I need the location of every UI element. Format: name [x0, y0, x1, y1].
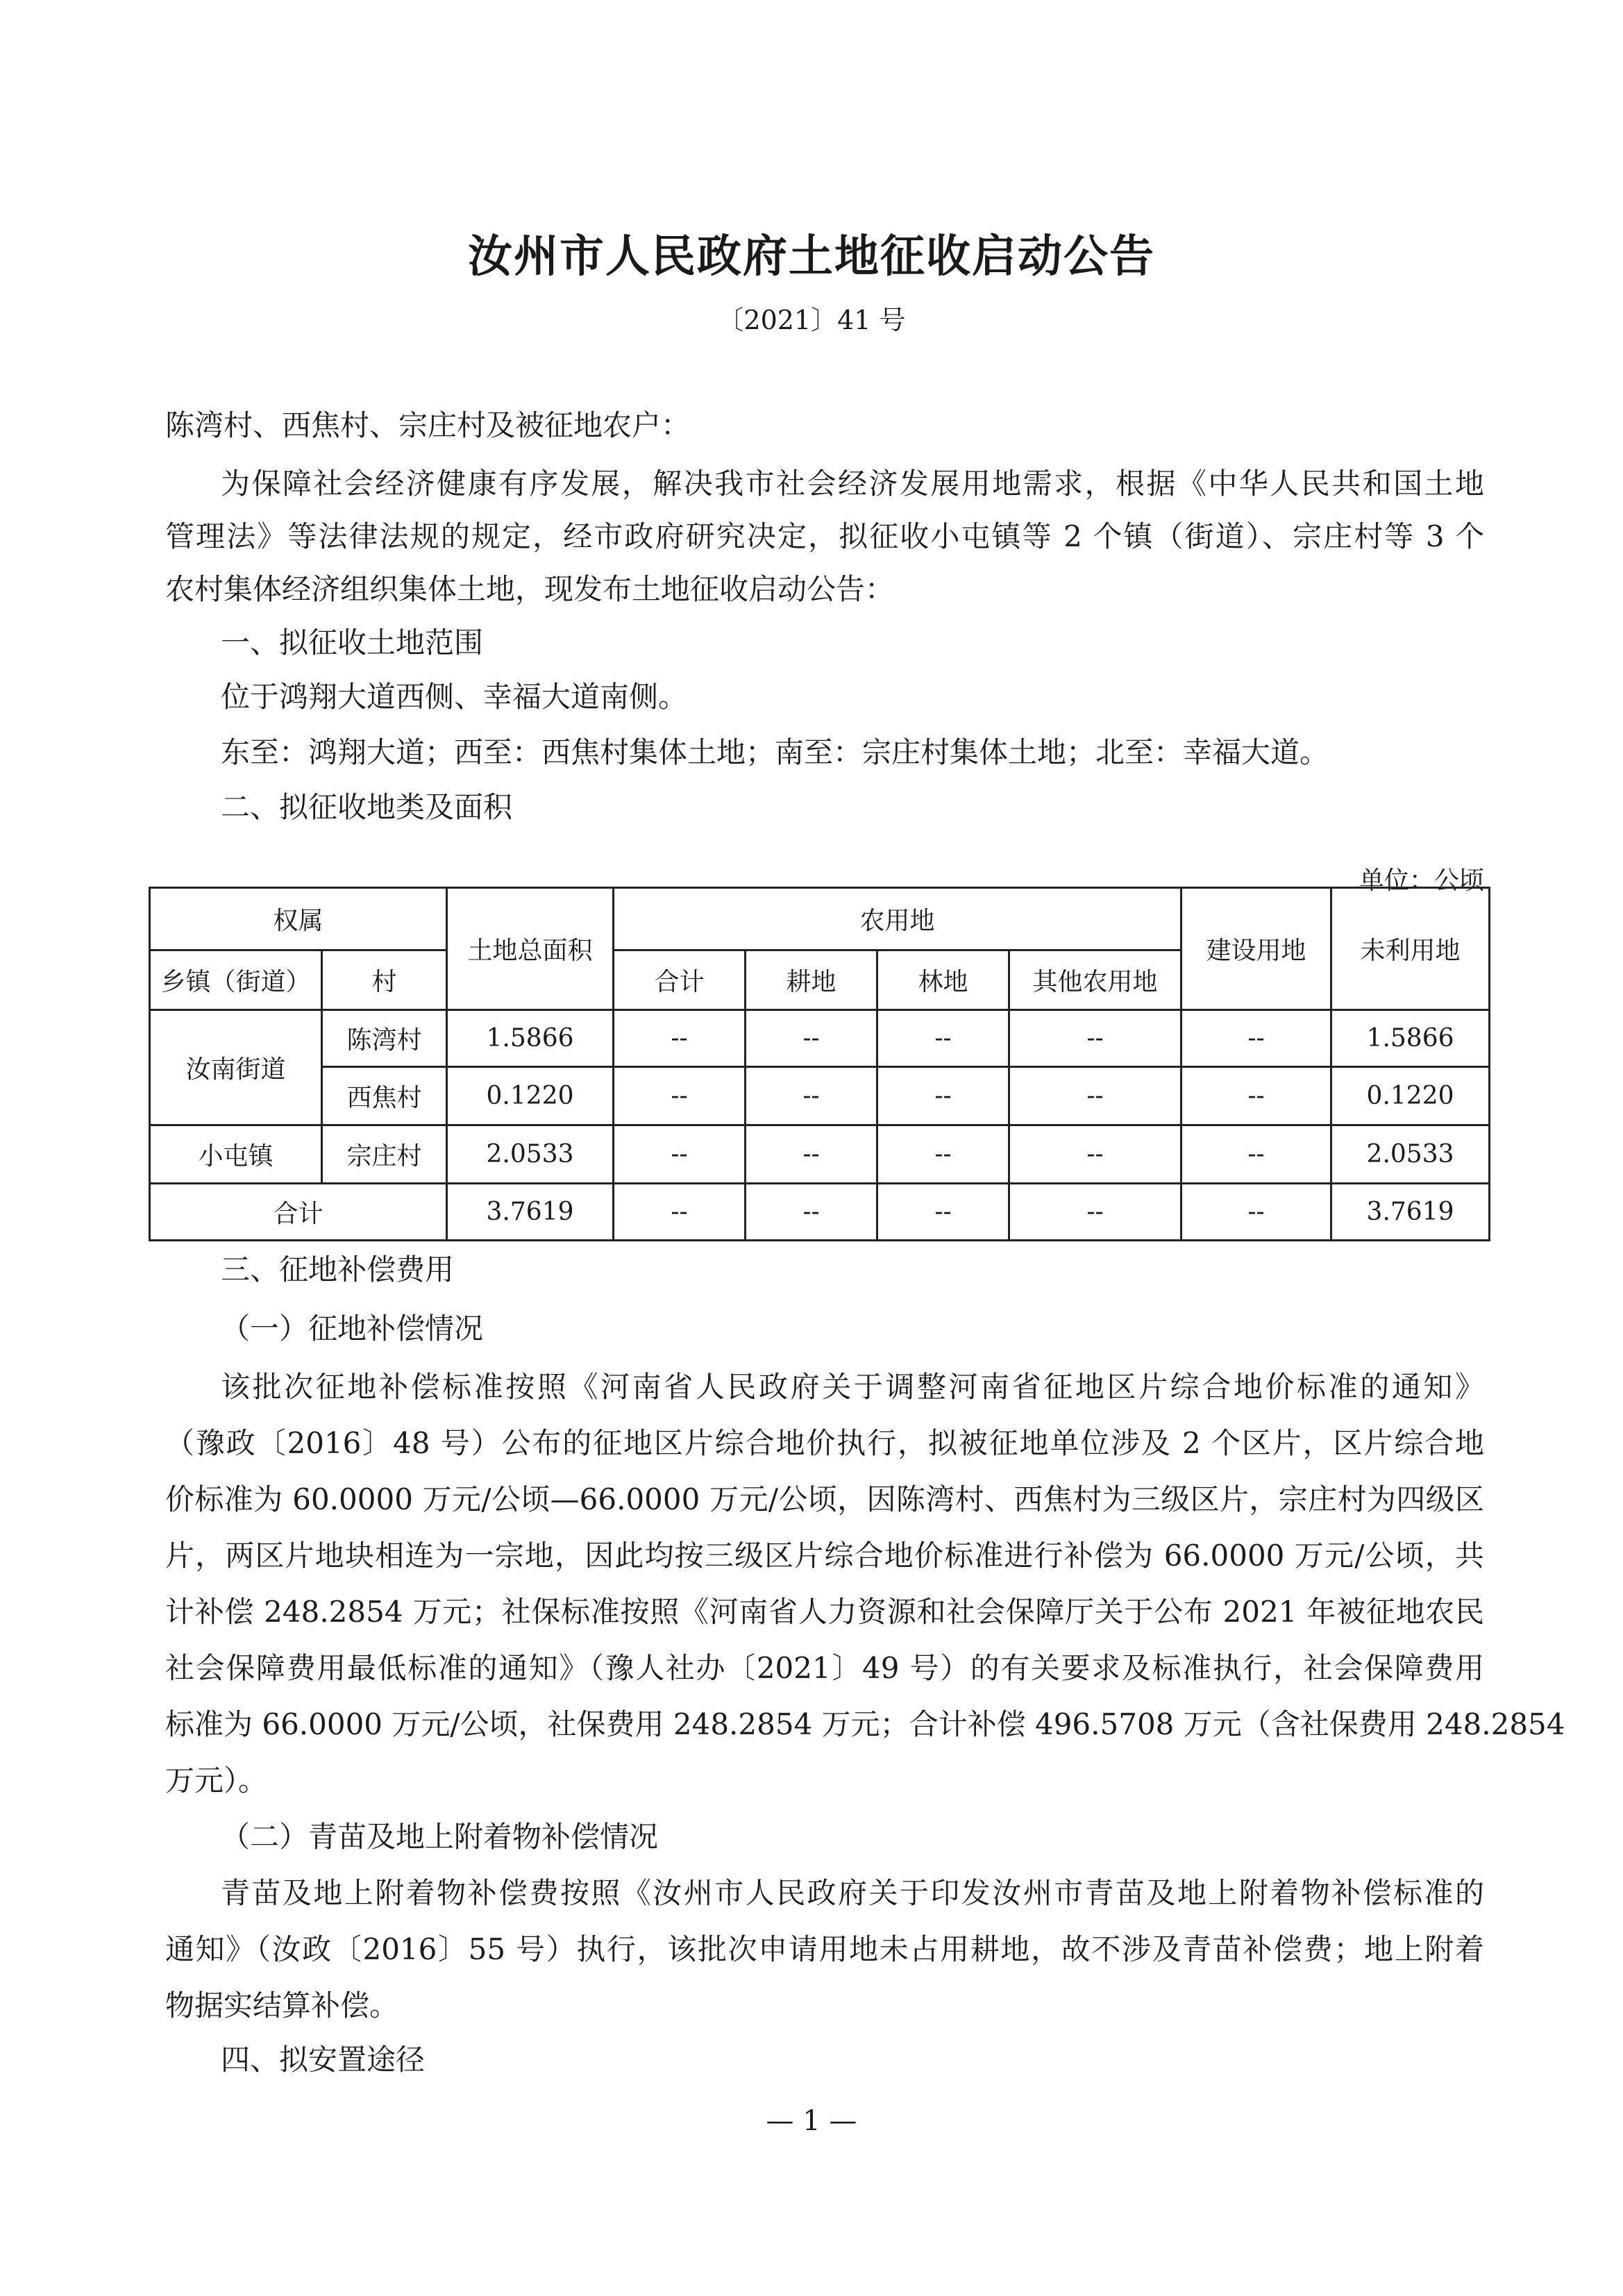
other-agricultural-cell: --	[1009, 1010, 1181, 1067]
header-total-area: 土地总面积	[447, 888, 614, 1010]
para1-line-6: 社会保障费用最低标准的通知》（豫人社办〔2021〕49 号）的有关要求及标准执行，社会保障费用	[165, 1651, 1484, 1685]
addressee: 陈湾村、西焦村、宗庄村及被征地农户：	[165, 408, 691, 442]
subtotal-cell: --	[614, 1184, 746, 1241]
total-area-cell: 1.5866	[447, 1010, 614, 1067]
unused-cell: 0.1220	[1331, 1067, 1490, 1125]
farmland-cell: --	[746, 1067, 877, 1125]
section4-heading: 四、拟安置途径	[221, 2043, 426, 2077]
header-town: 乡镇（街道）	[150, 950, 322, 1010]
section3-heading: 三、征地补偿费用	[221, 1252, 455, 1287]
land-area-table	[149, 887, 1490, 1241]
subtotal-cell: --	[614, 1125, 746, 1184]
town-cell: 小屯镇	[150, 1125, 322, 1184]
section1-line-1: 位于鸿翔大道西侧、幸福大道南侧。	[221, 680, 688, 714]
construction-cell: --	[1181, 1184, 1331, 1241]
para1-line-5: 计补偿 248.2854 万元；社保标准按照《河南省人力资源和社会保障厅关于公布 2021 年被征地农民	[165, 1595, 1484, 1629]
sum-label-cell: 合计	[150, 1184, 447, 1241]
header-agricultural-land: 农用地	[614, 888, 1181, 950]
other-agricultural-cell: --	[1009, 1184, 1181, 1241]
forest-cell: --	[877, 1184, 1009, 1241]
other-agricultural-cell: --	[1009, 1067, 1181, 1125]
total-area-cell: 2.0533	[447, 1125, 614, 1184]
total-area-cell: 0.1220	[447, 1067, 614, 1125]
subtotal-cell: --	[614, 1010, 746, 1067]
intro-line-2: 管理法》等法律法规的规定，经市政府研究决定，拟征收小屯镇等 2 个镇（街道）、宗庄村等 3 个	[165, 519, 1484, 553]
construction-cell: --	[1181, 1125, 1331, 1184]
intro-line-3: 农村集体经济组织集体土地，现发布土地征收启动公告：	[165, 572, 895, 606]
town-cell: 汝南街道	[150, 1010, 322, 1125]
total-area-cell: 3.7619	[447, 1184, 614, 1241]
construction-cell: --	[1181, 1067, 1331, 1125]
section3-sub1: （一）征地补偿情况	[221, 1312, 484, 1346]
village-cell: 西焦村	[322, 1067, 447, 1125]
forest-cell: --	[877, 1125, 1009, 1184]
forest-cell: --	[877, 1010, 1009, 1067]
section2-heading: 二、拟征收地类及面积	[221, 790, 513, 824]
farmland-cell: --	[746, 1125, 877, 1184]
table-row	[150, 1067, 1490, 1125]
header-farmland: 耕地	[746, 950, 877, 1010]
section3-sub2: （二）青苗及地上附着物补偿情况	[221, 1820, 659, 1854]
subtotal-cell: --	[614, 1067, 746, 1125]
village-cell: 陈湾村	[322, 1010, 447, 1067]
header-forest: 林地	[877, 950, 1009, 1010]
section1-line-2: 东至：鸿翔大道；西至：西焦村集体土地；南至：宗庄村集体土地；北至：幸福大道。	[221, 735, 1329, 769]
header-construction-land: 建设用地	[1181, 888, 1331, 1010]
para1-line-8: 万元）。	[165, 1763, 268, 1798]
para1-line-1: 该批次征地补偿标准按照《河南省人民政府关于调整河南省征地区片综合地价标准的通知》	[221, 1370, 1484, 1404]
page-title: 汝州市人民政府土地征收启动公告	[468, 231, 1155, 283]
table-sum-row	[150, 1184, 1490, 1241]
unit-label: 单位：公顷	[1359, 866, 1484, 895]
construction-cell: --	[1181, 1010, 1331, 1067]
document-number: 〔2021〕41 号	[717, 305, 906, 335]
para1-line-3: 价标准为 60.0000 万元/公顷—66.0000 万元/公顷，因陈湾村、西焦村为三级区片，宗庄村为四级区	[165, 1482, 1484, 1516]
table-row	[150, 1010, 1490, 1067]
farmland-cell: --	[746, 1010, 877, 1067]
table-row	[150, 1125, 1490, 1184]
village-cell: 宗庄村	[322, 1125, 447, 1184]
para2-line-2: 通知》（汝政〔2016〕55 号）执行，该批次申请用地未占用耕地，故不涉及青苗补偿费；地上附着	[165, 1932, 1484, 1966]
section1-heading: 一、拟征收土地范围	[221, 626, 484, 660]
para2-line-3: 物据实结算补偿。	[165, 1988, 399, 2022]
other-agricultural-cell: --	[1009, 1125, 1181, 1184]
header-other-agricultural: 其他农用地	[1009, 950, 1181, 1010]
farmland-cell: --	[746, 1184, 877, 1241]
header-village: 村	[322, 950, 447, 1010]
header-ownership: 权属	[150, 888, 447, 950]
para1-line-7: 标准为 66.0000 万元/公顷，社保费用 248.2854 万元；合计补偿 496.5708 万元（含社保费用 248.2854	[165, 1707, 1565, 1741]
unused-cell: 3.7619	[1331, 1184, 1490, 1241]
forest-cell: --	[877, 1067, 1009, 1125]
header-unused-land: 未利用地	[1331, 888, 1490, 1010]
para1-line-4: 片，两区片地块相连为一宗地，因此均按三级区片综合地价标准进行补偿为 66.0000 万元/公顷，共	[165, 1539, 1484, 1573]
header-subtotal: 合计	[614, 950, 746, 1010]
unused-cell: 1.5866	[1331, 1010, 1490, 1067]
page-number: — 1 —	[766, 2105, 857, 2137]
para1-line-2: （豫政〔2016〕48 号）公布的征地区片综合地价执行，拟被征地单位涉及 2 个区片，区片综合地	[165, 1426, 1484, 1460]
unused-cell: 2.0533	[1331, 1125, 1490, 1184]
intro-line-1: 为保障社会经济健康有序发展，解决我市社会经济发展用地需求，根据《中华人民共和国土地	[221, 467, 1484, 501]
para2-line-1: 青苗及地上附着物补偿费按照《汝州市人民政府关于印发汝州市青苗及地上附着物补偿标准的	[221, 1876, 1484, 1910]
